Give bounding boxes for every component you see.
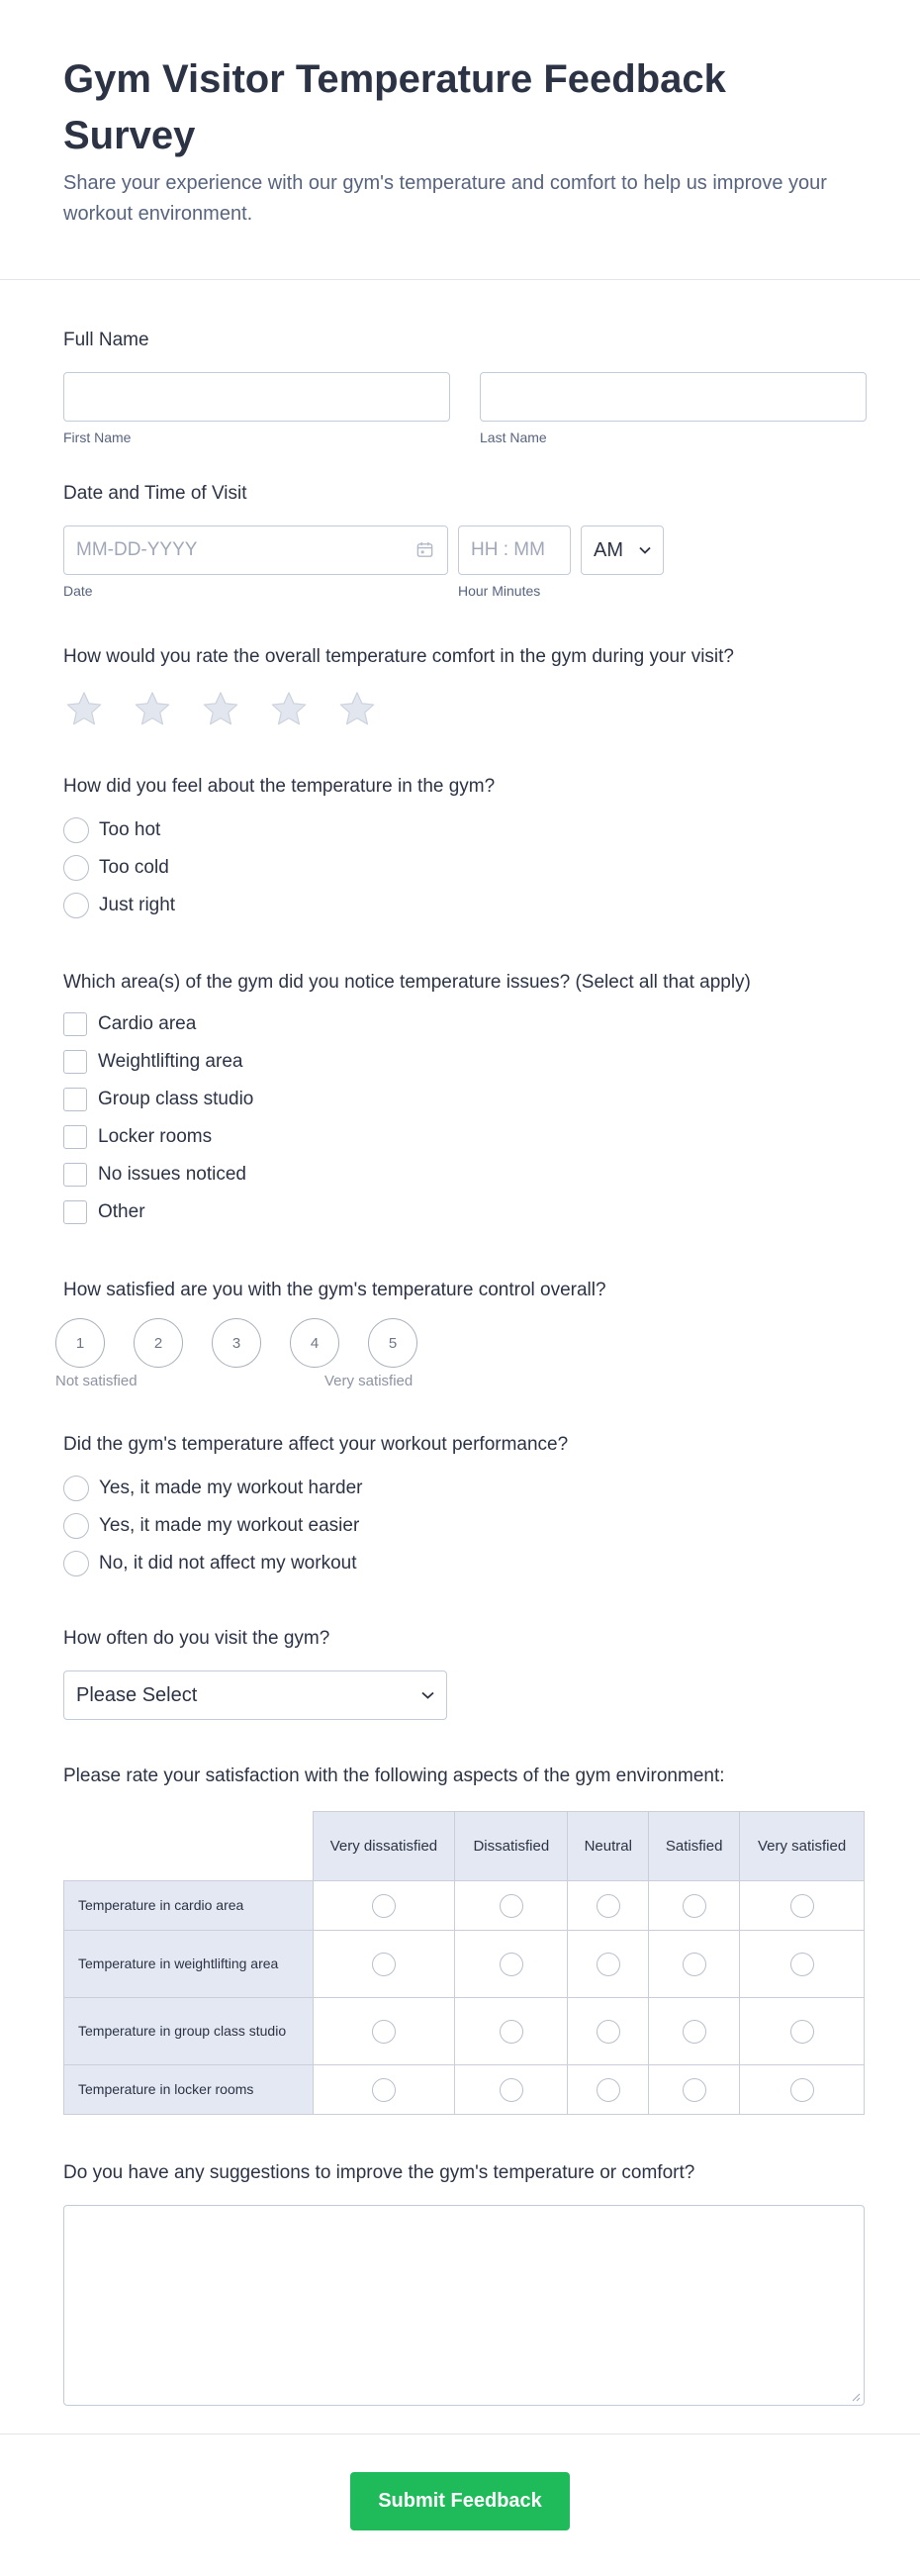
performance-option-label: No, it did not affect my workout bbox=[99, 1553, 357, 1574]
matrix-cell bbox=[313, 1931, 455, 1998]
performance-option[interactable] bbox=[63, 1507, 857, 1545]
satisfaction-scale-field bbox=[55, 1280, 857, 1394]
matrix-column-header: Very satisfied bbox=[740, 1812, 865, 1881]
matrix-radio[interactable] bbox=[597, 2078, 620, 2102]
matrix-cell bbox=[649, 1998, 740, 2065]
radio-performance[interactable] bbox=[63, 1513, 89, 1539]
area-option[interactable] bbox=[63, 1118, 857, 1156]
area-option[interactable] bbox=[63, 1005, 857, 1043]
checkbox-area[interactable] bbox=[63, 1125, 87, 1149]
matrix-radio[interactable] bbox=[683, 2078, 706, 2102]
matrix-cell bbox=[740, 2065, 865, 2115]
matrix-radio[interactable] bbox=[790, 2078, 814, 2102]
ampm-select[interactable] bbox=[581, 525, 664, 575]
comfort-rating-label: How would you rate the overall temperature comfort in the gym during your visit? bbox=[63, 646, 734, 667]
scale-button-2[interactable]: 2 bbox=[134, 1318, 183, 1368]
temperature-feeling-label: How did you feel about the temperature in the gym? bbox=[63, 776, 496, 797]
time-input[interactable] bbox=[458, 525, 571, 575]
matrix-radio[interactable] bbox=[683, 2020, 706, 2044]
star-icon[interactable] bbox=[270, 690, 308, 732]
feeling-option-label: Too cold bbox=[99, 857, 169, 878]
matrix-radio[interactable] bbox=[597, 1953, 620, 1976]
star-icon[interactable] bbox=[338, 690, 376, 732]
problem-areas-field bbox=[63, 972, 857, 1231]
matrix-row bbox=[64, 1931, 865, 1998]
full-name-field bbox=[63, 330, 857, 445]
matrix-cell bbox=[313, 1881, 455, 1931]
form-title: Gym Visitor Temperature Feedback Survey bbox=[63, 57, 726, 157]
matrix-radio[interactable] bbox=[683, 1953, 706, 1976]
matrix-cell bbox=[313, 1998, 455, 2065]
radio-feeling[interactable] bbox=[63, 893, 89, 918]
performance-options bbox=[63, 1470, 857, 1582]
performance-option-label: Yes, it made my workout harder bbox=[99, 1478, 363, 1498]
star-rating bbox=[63, 690, 857, 732]
date-input[interactable] bbox=[63, 525, 448, 575]
area-option-label: Locker rooms bbox=[98, 1126, 213, 1147]
matrix-cell bbox=[740, 1998, 865, 2065]
matrix-row bbox=[64, 1998, 865, 2065]
matrix-radio[interactable] bbox=[790, 1894, 814, 1918]
matrix-radio[interactable] bbox=[372, 1894, 396, 1918]
matrix-radio[interactable] bbox=[597, 1894, 620, 1918]
area-option[interactable] bbox=[63, 1193, 857, 1231]
scale-min-label: Not satisfied bbox=[55, 1373, 138, 1389]
star-icon[interactable] bbox=[202, 690, 239, 732]
first-name-input[interactable] bbox=[63, 372, 450, 422]
suggestions-label: Do you have any suggestions to improve the gym's temperature or comfort? bbox=[63, 2162, 695, 2183]
scale-max-label: Very satisfied bbox=[324, 1373, 414, 1389]
feeling-option-label: Too hot bbox=[99, 819, 161, 840]
feeling-option-label: Just right bbox=[99, 895, 176, 915]
performance-label: Did the gym's temperature affect your workout performance? bbox=[63, 1434, 569, 1455]
visit-frequency-select[interactable] bbox=[63, 1670, 447, 1720]
problem-areas-label: Which area(s) of the gym did you notice temperature issues? (Select all that apply) bbox=[63, 972, 751, 993]
ampm-value: AM bbox=[594, 538, 623, 561]
area-option[interactable] bbox=[63, 1081, 857, 1118]
visit-datetime-field bbox=[63, 483, 857, 599]
problem-areas-options bbox=[63, 1005, 857, 1231]
matrix-radio[interactable] bbox=[372, 2020, 396, 2044]
matrix-cell bbox=[455, 1931, 568, 1998]
matrix-corner bbox=[64, 1812, 314, 1881]
matrix-cell bbox=[455, 2065, 568, 2115]
checkbox-area[interactable] bbox=[63, 1012, 87, 1036]
scale-button-5[interactable]: 5 bbox=[368, 1318, 417, 1368]
area-option[interactable] bbox=[63, 1043, 857, 1081]
environment-matrix-field bbox=[63, 1765, 857, 2115]
area-option-label: Weightlifting area bbox=[98, 1051, 243, 1072]
feeling-option[interactable] bbox=[63, 849, 857, 887]
resize-handle-icon[interactable] bbox=[851, 2392, 861, 2402]
checkbox-area[interactable] bbox=[63, 1050, 87, 1074]
matrix-cell bbox=[568, 2065, 649, 2115]
satisfaction-scale bbox=[55, 1318, 857, 1368]
performance-field bbox=[63, 1434, 857, 1582]
chevron-down-icon bbox=[639, 546, 651, 554]
performance-option[interactable] bbox=[63, 1470, 857, 1507]
form-header bbox=[0, 0, 920, 280]
matrix-cell bbox=[568, 1998, 649, 2065]
matrix-cell bbox=[740, 1931, 865, 1998]
matrix-cell bbox=[313, 2065, 455, 2115]
matrix-radio[interactable] bbox=[790, 2020, 814, 2044]
matrix-radio[interactable] bbox=[683, 1894, 706, 1918]
last-name-input[interactable] bbox=[480, 372, 867, 422]
matrix-cell bbox=[740, 1881, 865, 1931]
checkbox-area[interactable] bbox=[63, 1088, 87, 1111]
comfort-rating-field bbox=[63, 646, 857, 732]
visit-datetime-label: Date and Time of Visit bbox=[63, 483, 247, 504]
matrix-row bbox=[64, 1881, 865, 1931]
matrix-radio[interactable] bbox=[500, 2020, 523, 2044]
visit-frequency-field bbox=[63, 1628, 857, 1720]
radio-feeling[interactable] bbox=[63, 855, 89, 881]
matrix-radio[interactable] bbox=[372, 1953, 396, 1976]
star-icon[interactable] bbox=[134, 690, 171, 732]
matrix-row bbox=[64, 2065, 865, 2115]
area-option-label: Other bbox=[98, 1201, 145, 1222]
feeling-option[interactable] bbox=[63, 887, 857, 924]
matrix-row-label: Temperature in weightlifting area bbox=[64, 1931, 314, 1998]
matrix-cell bbox=[455, 1881, 568, 1931]
matrix-cell bbox=[649, 2065, 740, 2115]
date-sublabel: Date bbox=[63, 583, 93, 599]
star-icon[interactable] bbox=[65, 690, 103, 732]
form-footer bbox=[0, 2433, 920, 2576]
environment-matrix bbox=[63, 1811, 865, 2115]
environment-matrix-label: Please rate your satisfaction with the following aspects of the gym environment: bbox=[63, 1765, 725, 1786]
checkbox-area[interactable] bbox=[63, 1163, 87, 1187]
matrix-column-header: Very dissatisfied bbox=[313, 1812, 455, 1881]
matrix-radio[interactable] bbox=[372, 2078, 396, 2102]
matrix-row-label: Temperature in group class studio bbox=[64, 1998, 314, 2065]
area-option-label: Group class studio bbox=[98, 1089, 254, 1109]
matrix-row-label: Temperature in cardio area bbox=[64, 1881, 314, 1931]
temperature-feeling-field bbox=[63, 776, 857, 924]
matrix-row-label: Temperature in locker rooms bbox=[64, 2065, 314, 2115]
suggestions-textarea[interactable] bbox=[63, 2205, 865, 2406]
matrix-radio[interactable] bbox=[500, 1894, 523, 1918]
temperature-feeling-options bbox=[63, 811, 857, 924]
matrix-radio[interactable] bbox=[790, 1953, 814, 1976]
visit-frequency-label: How often do you visit the gym? bbox=[63, 1628, 330, 1649]
time-sublabel: Hour Minutes bbox=[458, 583, 541, 599]
performance-option-label: Yes, it made my workout easier bbox=[99, 1515, 360, 1536]
area-option[interactable] bbox=[63, 1156, 857, 1193]
performance-option[interactable] bbox=[63, 1545, 857, 1582]
matrix-cell bbox=[649, 1931, 740, 1998]
matrix-column-header: Dissatisfied bbox=[455, 1812, 568, 1881]
area-option-label: Cardio area bbox=[98, 1013, 197, 1034]
matrix-cell bbox=[649, 1881, 740, 1931]
matrix-cell bbox=[568, 1931, 649, 1998]
radio-performance[interactable] bbox=[63, 1551, 89, 1576]
scale-button-1[interactable]: 1 bbox=[55, 1318, 105, 1368]
scale-button-3[interactable]: 3 bbox=[212, 1318, 261, 1368]
full-name-label: Full Name bbox=[63, 330, 149, 350]
matrix-column-header: Neutral bbox=[568, 1812, 649, 1881]
submit-button[interactable]: Submit Feedback bbox=[350, 2472, 570, 2530]
survey-form bbox=[0, 330, 920, 2406]
satisfaction-scale-label: How satisfied are you with the gym's temperature control overall? bbox=[63, 1280, 606, 1300]
matrix-radio[interactable] bbox=[597, 2020, 620, 2044]
matrix-radio[interactable] bbox=[500, 1953, 523, 1976]
scale-button-4[interactable]: 4 bbox=[290, 1318, 339, 1368]
matrix-cell bbox=[568, 1881, 649, 1931]
radio-feeling[interactable] bbox=[63, 817, 89, 843]
calendar-icon[interactable] bbox=[415, 540, 434, 559]
feeling-option[interactable] bbox=[63, 811, 857, 849]
chevron-down-icon bbox=[421, 1691, 434, 1699]
checkbox-area[interactable] bbox=[63, 1200, 87, 1224]
radio-performance[interactable] bbox=[63, 1476, 89, 1501]
first-name-sublabel: First Name bbox=[63, 429, 132, 445]
matrix-column-header: Satisfied bbox=[649, 1812, 740, 1881]
visit-frequency-value: Please Select bbox=[76, 1683, 198, 1706]
matrix-radio[interactable] bbox=[500, 2078, 523, 2102]
suggestions-field bbox=[63, 2162, 857, 2406]
last-name-sublabel: Last Name bbox=[480, 429, 547, 445]
area-option-label: No issues noticed bbox=[98, 1164, 246, 1185]
form-subtitle: Share your experience with our gym's temperature and comfort to help us improve your workout environment. bbox=[63, 172, 827, 225]
matrix-cell bbox=[455, 1998, 568, 2065]
